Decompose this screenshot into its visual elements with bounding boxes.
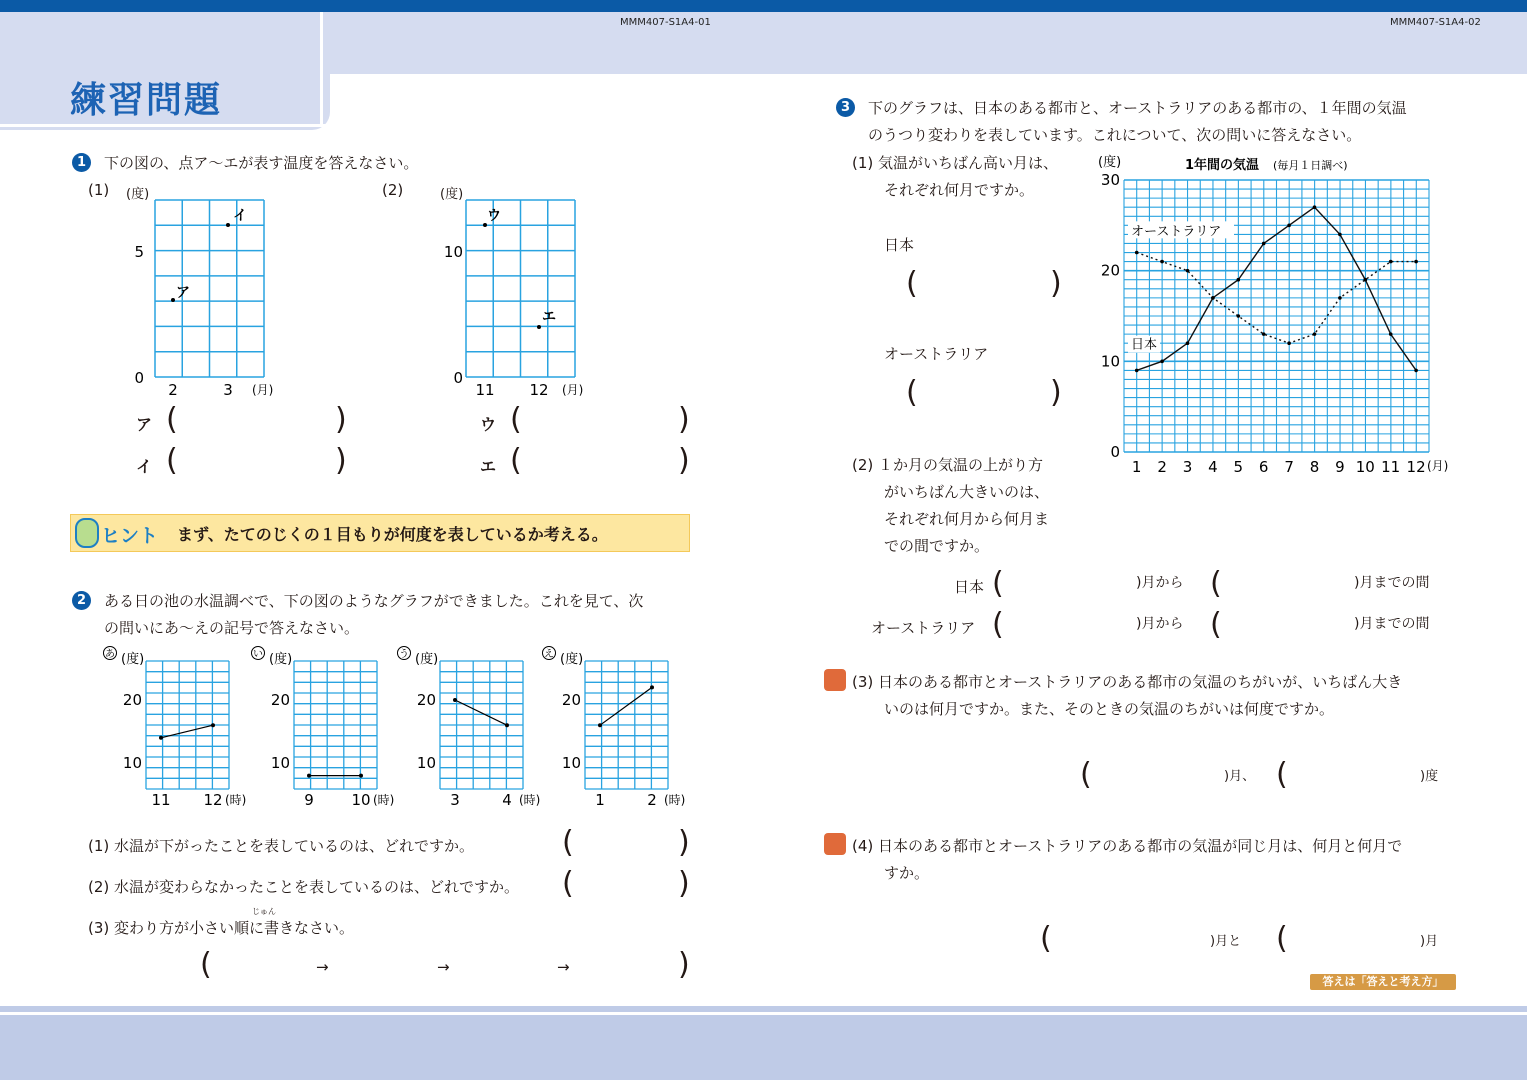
challenge-icon — [824, 669, 846, 691]
series-point-australia — [1135, 251, 1139, 255]
q3-sub1-japan-close: ) — [1050, 266, 1062, 301]
q2-sub2-field[interactable] — [576, 870, 676, 900]
series-label-australia: オーストラリア — [1131, 224, 1222, 240]
q3-sub3-deg-field[interactable] — [1290, 761, 1416, 791]
q2-graph-ytick-10: 10 — [416, 754, 436, 772]
q2-graph-3 — [398, 647, 541, 810]
q1-graph1-unit: (度) — [126, 187, 150, 202]
q2-sub3-arrow-2: → — [437, 958, 450, 976]
q1-graph2-ytick-0: 0 — [453, 369, 463, 387]
q3-sub3-month: )月、 — [1224, 769, 1256, 784]
q2-graph-point — [307, 774, 311, 778]
answer-i-field[interactable] — [180, 447, 330, 477]
q3-sub1-japan-label: 日本 — [884, 236, 915, 254]
series-label-japan: 日本 — [1131, 337, 1158, 353]
q2-graph-label: え — [544, 649, 554, 660]
q2-sub3-arrow-1: → — [316, 958, 329, 976]
chart-xtick-9: 9 — [1335, 458, 1345, 476]
chart-ytick-10: 10 — [1100, 352, 1120, 371]
q2-graph-unit-hour: (時) — [225, 793, 247, 807]
q1-graph2-unit-month: (月) — [562, 383, 584, 397]
q2-graph-unit-deg: (度) — [269, 652, 293, 667]
q2-sub3-arrow-3: → — [557, 958, 570, 976]
q2-graph-2 — [252, 647, 395, 810]
chart-xtick-7: 7 — [1284, 458, 1294, 476]
q1-graph2-xtick-12: 12 — [529, 381, 549, 399]
q3-sub2-australia-open1: ( — [992, 607, 1004, 642]
q2-sub2-text: (2) 水温が変わらなかったことを表しているのは、どれですか。 — [88, 878, 520, 896]
q3-sub4-open2: ( — [1276, 921, 1288, 956]
series-point-australia — [1160, 260, 1164, 264]
question-3-text-line2: のうつり変わりを表しています。これについて、次の問いに答えなさい。 — [868, 126, 1362, 144]
series-point-australia — [1237, 314, 1241, 318]
q2-graphs — [100, 645, 700, 815]
q3-sub3-line2: いのは何月ですか。また、そのときの気温のちがいは何度ですか。 — [884, 700, 1335, 718]
q2-graph-unit-hour: (時) — [373, 793, 395, 807]
q2-graph-xtick-b: 2 — [647, 791, 657, 809]
q3-sub3-line1: (3) 日本のある都市とオーストラリアのある都市の気温のちがいが、いちばん大き — [852, 673, 1403, 691]
q2-graph-point — [650, 685, 654, 689]
q3-sub1-australia-close: ) — [1050, 375, 1062, 410]
q3-sub2-japan-open2: ( — [1210, 566, 1222, 601]
page-code-right: MMM407-S1A4-02 — [1390, 17, 1481, 28]
title-tab-divider — [320, 12, 323, 126]
answer-a-label: ア — [136, 415, 153, 434]
series-point-japan — [1186, 341, 1190, 345]
chart-xtick-6: 6 — [1258, 458, 1269, 476]
q2-graph-unit-hour: (時) — [664, 793, 686, 807]
q3-sub2-line3: それぞれ何月から何月ま — [884, 510, 1050, 528]
q3-sub2-japan-from: )月から — [1136, 575, 1184, 591]
q2-graph-ytick-10: 10 — [122, 754, 142, 772]
answer-u-label: ウ — [480, 415, 497, 434]
q1-sub2-label: (2) — [382, 181, 404, 199]
q1-graph1 — [120, 195, 290, 405]
question-2-number: 2 — [72, 591, 91, 610]
series-point-japan — [1262, 242, 1266, 246]
series-point-australia — [1262, 332, 1266, 336]
point-i-label: イ — [233, 208, 247, 224]
q2-graph-ytick-20: 20 — [122, 691, 142, 709]
q3-sub4-open1: ( — [1040, 921, 1052, 956]
q2-sub1-close: ) — [678, 825, 690, 860]
question-1-text: 下の図の、点ア～エが表す温度を答えなさい。 — [104, 154, 419, 172]
title-tab-line — [0, 124, 328, 127]
q1-graph1-ytick-0: 0 — [134, 369, 144, 387]
q2-sub2-open: ( — [562, 866, 574, 901]
q3-sub2-australia-until-field[interactable] — [1224, 611, 1350, 641]
q3-sub4-line1: (4) 日本のある都市とオーストラリアのある都市の気温が同じ月は、何月と何月で — [852, 837, 1403, 855]
series-point-japan — [1414, 369, 1418, 373]
point-i-dot — [226, 223, 230, 227]
point-a-dot — [171, 298, 175, 302]
challenge-icon-2 — [824, 833, 846, 855]
q2-graph-unit-deg: (度) — [560, 652, 584, 667]
series-point-japan — [1160, 360, 1164, 364]
answer-a-field[interactable] — [180, 406, 330, 436]
series-point-japan — [1237, 278, 1241, 282]
chart-xtick-12: 12 — [1406, 458, 1426, 476]
answer-u-close: ) — [678, 402, 690, 437]
q2-sub3-open: ( — [200, 947, 212, 982]
q3-sub2-australia-from-field[interactable] — [1006, 611, 1132, 641]
q1-graph1-ytick-5: 5 — [134, 243, 144, 261]
series-point-australia — [1186, 269, 1190, 273]
q3-sub3-deg: )度 — [1420, 769, 1439, 784]
q2-graph-label: あ — [105, 649, 115, 660]
chart-xtick-10: 10 — [1355, 458, 1375, 476]
q3-sub2-australia-from: )月から — [1136, 616, 1184, 632]
q3-sub1-australia-open: ( — [906, 375, 918, 410]
q3-sub1-australia-field[interactable] — [920, 379, 1046, 409]
series-point-australia — [1338, 296, 1342, 300]
q1-graph2 — [430, 195, 600, 405]
chart-xtick-4: 4 — [1208, 458, 1218, 476]
q3-sub2-japan-until-field[interactable] — [1224, 570, 1350, 600]
q3-sub1-japan-open: ( — [906, 266, 918, 301]
q1-graph2-xtick-11: 11 — [475, 381, 495, 399]
q2-graph-xtick-a: 1 — [595, 791, 605, 809]
q1-graph1-xtick-2: 2 — [168, 381, 178, 399]
q3-sub2-line2: がいちばん大きいのは、 — [884, 483, 1050, 501]
q2-graph-4 — [543, 647, 686, 810]
footer-line — [0, 1012, 1527, 1015]
q2-graph-unit-deg: (度) — [121, 652, 145, 667]
question-3-number: 3 — [836, 98, 855, 117]
chart-ytick-0: 0 — [1110, 443, 1120, 461]
q3-sub3-month-field[interactable] — [1094, 761, 1220, 791]
q2-sub3-text: (3) 変わり方が小さい順に書きなさい。 — [88, 919, 355, 937]
series-point-australia — [1287, 341, 1291, 345]
q2-sub3-field[interactable] — [214, 951, 674, 981]
chart-ytick-30: 30 — [1100, 171, 1120, 189]
series-point-australia — [1211, 296, 1215, 300]
chart-xtick-2: 2 — [1157, 458, 1167, 476]
chart-xtick-5: 5 — [1233, 458, 1244, 476]
answer-a-open: ( — [166, 402, 178, 437]
q2-graph-ytick-10: 10 — [561, 754, 581, 772]
q2-sub1-field[interactable] — [576, 829, 676, 859]
chart-ytick-20: 20 — [1100, 261, 1120, 280]
point-e-label: エ — [542, 309, 556, 325]
q3-sub4-first-field[interactable] — [1054, 925, 1206, 955]
page-title: 練習問題 — [70, 80, 223, 121]
series-point-australia — [1414, 260, 1418, 264]
hint-label: ヒント — [101, 525, 159, 547]
q2-graph-point — [505, 723, 509, 727]
q2-graph-xtick-b: 12 — [203, 791, 223, 809]
q3-sub1-japan-field[interactable] — [920, 270, 1046, 300]
q2-graph-xtick-a: 3 — [450, 791, 460, 809]
q2-graph-point — [211, 723, 215, 727]
q2-graph-label: う — [399, 649, 409, 660]
answer-i-label: イ — [136, 457, 153, 476]
q1-graph2-ytick-10: 10 — [443, 243, 463, 261]
chart-grid — [1124, 180, 1429, 452]
series-point-japan — [1338, 233, 1342, 237]
answer-i-open: ( — [166, 443, 178, 478]
answer-e-open: ( — [510, 443, 522, 478]
q3-sub4-second-field[interactable] — [1290, 925, 1416, 955]
series-point-australia — [1313, 332, 1317, 336]
point-a-label: ア — [176, 285, 190, 301]
q3-sub2-japan-open1: ( — [992, 566, 1004, 601]
hint-box — [70, 514, 690, 552]
q2-sub1-open: ( — [562, 825, 574, 860]
series-point-japan — [1287, 224, 1291, 228]
answers-reference-tag: 答えは「答えと考え方」 — [1310, 974, 1456, 990]
series-point-japan — [1389, 332, 1393, 336]
series-point-australia — [1364, 278, 1368, 282]
chart-ylabel: (度) — [1098, 155, 1122, 170]
q2-graph-point — [598, 723, 602, 727]
answer-u-open: ( — [510, 402, 522, 437]
q3-sub2-line4: での間ですか。 — [884, 537, 990, 555]
question-1-number: 1 — [72, 153, 91, 172]
chart-xtick-3: 3 — [1182, 458, 1193, 476]
q2-graph-1 — [104, 647, 247, 810]
page-code-left: MMM407-S1A4-01 — [620, 17, 711, 28]
chart-title: 1年間の気温 — [1185, 158, 1260, 173]
point-e-dot — [537, 325, 541, 329]
q1-graph1-unit-month: (月) — [252, 383, 274, 397]
q1-graph1-xtick-3: 3 — [223, 381, 233, 399]
q3-sub2-australia-label: オーストラリア — [871, 619, 976, 637]
chart-xtick-8: 8 — [1309, 458, 1320, 476]
q2-graph-xtick-a: 9 — [304, 791, 314, 809]
question-2-text-line2: の問いにあ～えの記号で答えなさい。 — [104, 619, 360, 637]
q3-sub2-australia-until: )月までの間 — [1354, 616, 1430, 632]
q2-graph-xtick-a: 11 — [151, 791, 171, 809]
series-point-japan — [1313, 205, 1317, 209]
q2-graph-xtick-b: 4 — [502, 791, 512, 809]
q1-sub1-label: (1) — [88, 181, 110, 199]
q1-graph1-grid — [155, 200, 264, 377]
q2-sub1-text: (1) 水温が下がったことを表しているのは、どれですか。 — [88, 837, 475, 855]
chart-xlabel: (月) — [1427, 459, 1449, 473]
question-3-text-line1: 下のグラフは、日本のある都市と、オーストラリアのある都市の、１年間の気温 — [868, 99, 1407, 117]
answer-e-field[interactable] — [524, 447, 674, 477]
q3-sub2-japan-from-field[interactable] — [1006, 570, 1132, 600]
answer-a-close: ) — [335, 402, 347, 437]
q3-sub2-australia-open2: ( — [1210, 607, 1222, 642]
answer-u-field[interactable] — [524, 406, 674, 436]
q3-sub2-line1: (2) １か月の気温の上がり方 — [852, 456, 1044, 474]
q3-sub4-month: )月 — [1420, 934, 1439, 949]
hint-text: まず、たてのじくの１目もりが何度を表しているか考える。 — [177, 525, 608, 544]
q2-sub2-close: ) — [678, 866, 690, 901]
top-bar — [0, 0, 1527, 12]
footer-band — [0, 1006, 1527, 1080]
point-u-label: ウ — [487, 208, 501, 224]
hint-character-icon — [75, 518, 99, 548]
q3-sub1-australia-label: オーストラリア — [884, 345, 989, 363]
chart-subtitle: (毎月１日調べ) — [1273, 159, 1348, 172]
q2-graph-ytick-20: 20 — [270, 691, 290, 709]
answer-e-close: ) — [678, 443, 690, 478]
q3-sub3-open2: ( — [1276, 757, 1288, 792]
q2-sub3-close: ) — [678, 947, 690, 982]
q3-sub1-line2: それぞれ何月ですか。 — [884, 181, 1035, 199]
q2-graph-ytick-20: 20 — [561, 691, 581, 709]
q3-sub4-line2: すか。 — [884, 864, 930, 882]
answer-e-label: エ — [480, 457, 497, 476]
q3-sub3-open1: ( — [1080, 757, 1092, 792]
q2-graph-ytick-10: 10 — [270, 754, 290, 772]
q1-graph2-unit: (度) — [440, 187, 464, 202]
temperature-chart — [1090, 150, 1470, 480]
chart-xtick-11: 11 — [1381, 458, 1401, 476]
q3-sub1-line1: (1) 気温がいちばん高い月は、 — [852, 154, 1059, 172]
q3-sub4-and: )月と — [1210, 934, 1242, 949]
answer-i-close: ) — [335, 443, 347, 478]
q2-graph-unit-deg: (度) — [415, 652, 439, 667]
series-point-australia — [1389, 260, 1393, 264]
question-2-text-line1: ある日の池の水温調べで、下の図のようなグラフができました。これを見て、次 — [104, 592, 644, 610]
q2-graph-unit-hour: (時) — [519, 793, 541, 807]
q2-ruby: じゅん — [252, 907, 276, 916]
q2-graph-label: い — [253, 649, 263, 660]
series-point-japan — [1135, 369, 1139, 373]
q2-graph-ytick-20: 20 — [416, 691, 436, 709]
q2-graph-point — [359, 774, 363, 778]
q3-sub2-japan-label: 日本 — [954, 578, 985, 596]
q2-graph-point — [453, 698, 457, 702]
q2-graph-xtick-b: 10 — [351, 791, 371, 809]
chart-xtick-1: 1 — [1131, 458, 1142, 476]
q2-graph-point — [159, 736, 163, 740]
q3-sub2-japan-until: )月までの間 — [1354, 575, 1430, 591]
